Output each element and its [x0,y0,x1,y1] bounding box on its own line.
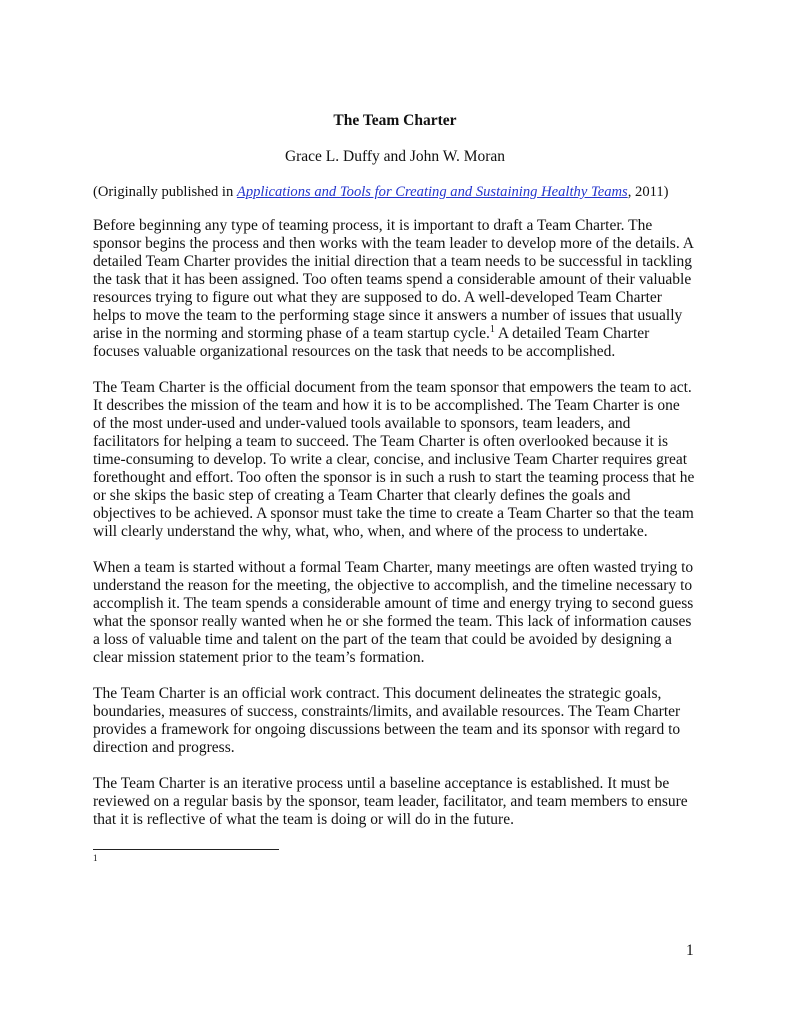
publication-source-link[interactable]: Applications and Tools for Creating and Sustaining Healthy Teams [236,184,628,200]
text-line: The Team Charter is an official work contract. This document delineates the strategic goals, [93,685,662,702]
text-line: or she skips the basic step of creating a Team Charter that clearly defines the goals and [93,487,631,504]
text-line: of the most under-used and under-valued tools available to sponsors, team leaders, and [93,415,631,432]
document-title: The Team Charter [333,112,457,129]
text-line: direction and progress. [93,739,235,756]
publication-note-suffix: , 2011) [627,184,669,200]
paragraph-1 [93,217,698,361]
text-line: provides a framework for ongoing discussions between the team and its sponsor with regard to [93,721,681,738]
paragraph-3 [93,559,698,667]
document-authors: Grace L. Duffy and John W. Moran [284,148,506,165]
body-text [93,217,698,847]
text-line: boundaries, measures of success, constraints/limits, and available resources. The Team Charter [93,703,681,720]
paragraph-5 [93,775,698,829]
text-line: that it is reflective of what the team is doing or will do in the future. [93,811,514,828]
text-line: The Team Charter is an iterative process until a baseline acceptance is established. It must be [93,775,670,792]
text-line: understand the reason for the meeting, the objective to accomplish, and the timeline necessary to [93,577,693,594]
text-line: forethought and effort. Too often the sponsor is in such a rush to start the teaming process that he [93,469,695,486]
text-line: facilitators for helping a team to succeed. The Team Charter is often overlooked because it is [93,433,669,450]
text-line: resources trying to figure out what they are supposed to do. A well-developed Team Charter [93,289,662,306]
publication-note [93,184,713,201]
text-line-head: arise in the norming and storming phase of a team startup cycle. [93,325,490,342]
paragraph-2 [93,379,698,541]
text-line: time-consuming to develop. To write a clear, concise, and inclusive Team Charter requires great [93,451,688,468]
text-line: a loss of valuable time and talent on the part of the team that could be avoided by designing a [93,631,672,648]
text-line: The Team Charter is the official document from the team sponsor that empowers the team to act. [93,379,692,396]
publication-note-prefix: (Originally published in [93,184,237,200]
text-line: objectives to be achieved. A sponsor must take the time to create a Team Charter so that the team [93,505,694,522]
paragraph-4 [93,685,698,757]
text-line: what the sponsor really wanted when he or she formed the team. This lack of information causes [93,613,692,630]
text-line: accomplish it. The team spends a considerable amount of time and energy trying to second guess [93,595,694,612]
text-line-tail: A detailed Team Charter [494,325,650,342]
text-line-with-footnote [93,325,698,343]
text-line: will clearly understand the why, what, who, when, and where of the process to undertake. [93,523,648,540]
text-line: detailed Team Charter provides the initial direction that a team needs to be successful in tackling [93,253,693,270]
text-line: clear mission statement prior to the team’s formation. [93,649,425,666]
text-line: helps to move the team to the performing stage since it answers a number of issues that usually [93,307,683,324]
text-line: reviewed on a regular basis by the sponsor, team leader, facilitator, and team members to ensure [93,793,688,810]
text-line: When a team is started without a formal Team Charter, many meetings are often wasted trying to [93,559,694,576]
text-line: sponsor begins the process and then works with the team leader to develop more of the details. A [93,235,694,252]
text-line: focuses valuable organizational resources on the task that needs to be accomplished. [93,343,616,360]
footnote-number: 1 [93,853,98,863]
text-line: the task that it has been assigned. Too often teams spend a considerable amount of their valuable [93,271,692,288]
footnote-separator [93,849,279,850]
text-line: Before beginning any type of teaming process, it is important to draft a Team Charter. The [93,217,653,234]
page-number: 1 [686,942,694,959]
footnote-reference[interactable]: 1 [489,323,495,335]
text-line: It describes the mission of the team and how it is to be accomplished. The Team Charter is one [93,397,680,414]
